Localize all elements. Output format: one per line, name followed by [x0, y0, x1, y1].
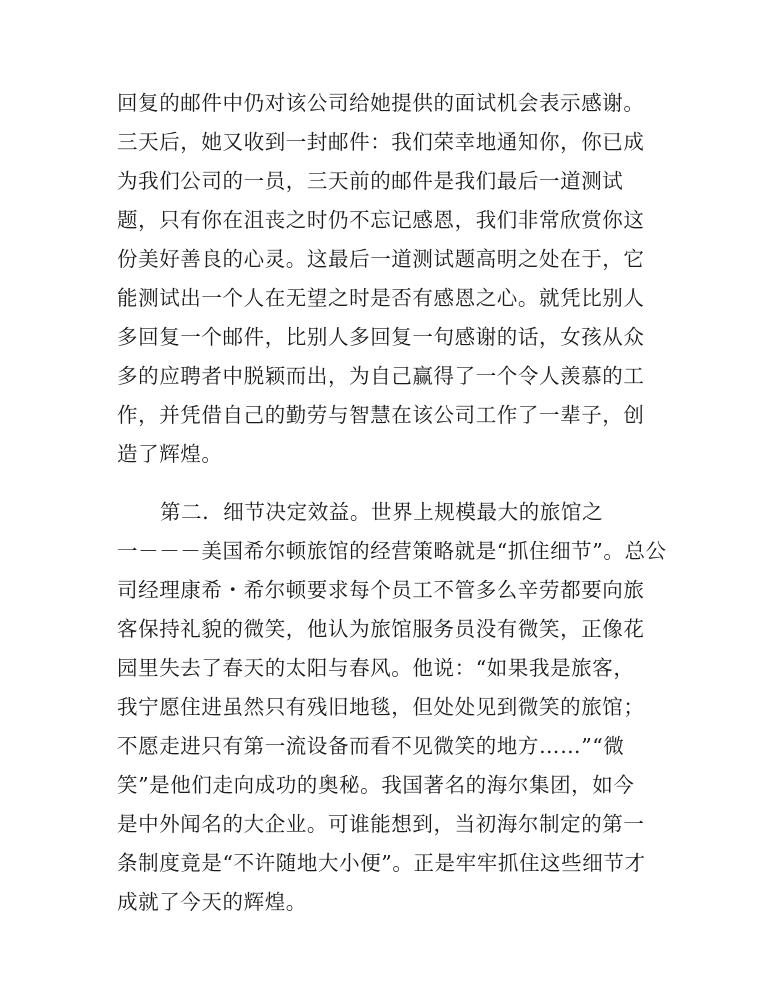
paragraph-2-line: 一－－－美国希尔顿旅馆的经营策略就是“抓住细节”。总公 [117, 539, 667, 563]
paragraph-2-line: 第二．细节决定效益。世界上规模最大的旅馆之 [160, 500, 604, 524]
paragraph-2-line: 园里失去了春天的太阳与春风。他说：“如果我是旅客， [117, 656, 635, 680]
paragraph-2-line: 司经理康希・希尔顿要求每个员工不管多么辛劳都要向旅 [117, 578, 645, 602]
paragraph-2-line: 不愿走进只有第一流设备而看不见微笑的地方……”“微 [117, 734, 625, 758]
paragraph-2-line: 是中外闻名的大企业。可谁能想到，当初海尔制定的第一 [117, 812, 645, 836]
paragraph-1-line: 份美好善良的心灵。这最后一道测试题高明之处在于，它 [117, 247, 645, 271]
paragraph-1-line: 题，只有你在沮丧之时仍不忘记感恩，我们非常欣赏你这 [117, 208, 645, 232]
paragraph-1-line: 多回复一个邮件，比别人多回复一句感谢的话，女孩从众 [117, 325, 645, 349]
paragraph-2-line: 客保持礼貌的微笑，他认为旅馆服务员没有微笑，正像花 [117, 617, 645, 641]
paragraph-2-line: 我宁愿住进虽然只有残旧地毯，但处处见到微笑的旅馆； [117, 695, 645, 719]
paragraph-2-line: 成就了今天的辉煌。 [117, 890, 307, 914]
paragraph-1-line: 作，并凭借自己的勤劳与智慧在该公司工作了一辈子，创 [117, 403, 645, 427]
paragraph-1-line: 能测试出一个人在无望之时是否有感恩之心。就凭比别人 [117, 286, 645, 310]
paragraph-1-line: 为我们公司的一员，三天前的邮件是我们最后一道测试 [117, 169, 624, 193]
paragraph-1-line: 多的应聘者中脱颖而出，为自己赢得了一个令人羡慕的工 [117, 364, 645, 388]
paragraph-2-line: 笑”是他们走向成功的奥秘。我国著名的海尔集团，如今 [117, 773, 635, 797]
paragraph-1-line: 回复的邮件中仍对该公司给她提供的面试机会表示感谢。 [117, 91, 645, 115]
paragraph-2-line: 条制度竟是“不许随地大小便”。正是牢牢抓住这些细节才 [117, 851, 646, 875]
paragraph-1-line: 三天后，她又收到一封邮件：我们荣幸地通知你，你已成 [117, 130, 645, 154]
paragraph-1-line: 造了辉煌。 [117, 442, 223, 466]
